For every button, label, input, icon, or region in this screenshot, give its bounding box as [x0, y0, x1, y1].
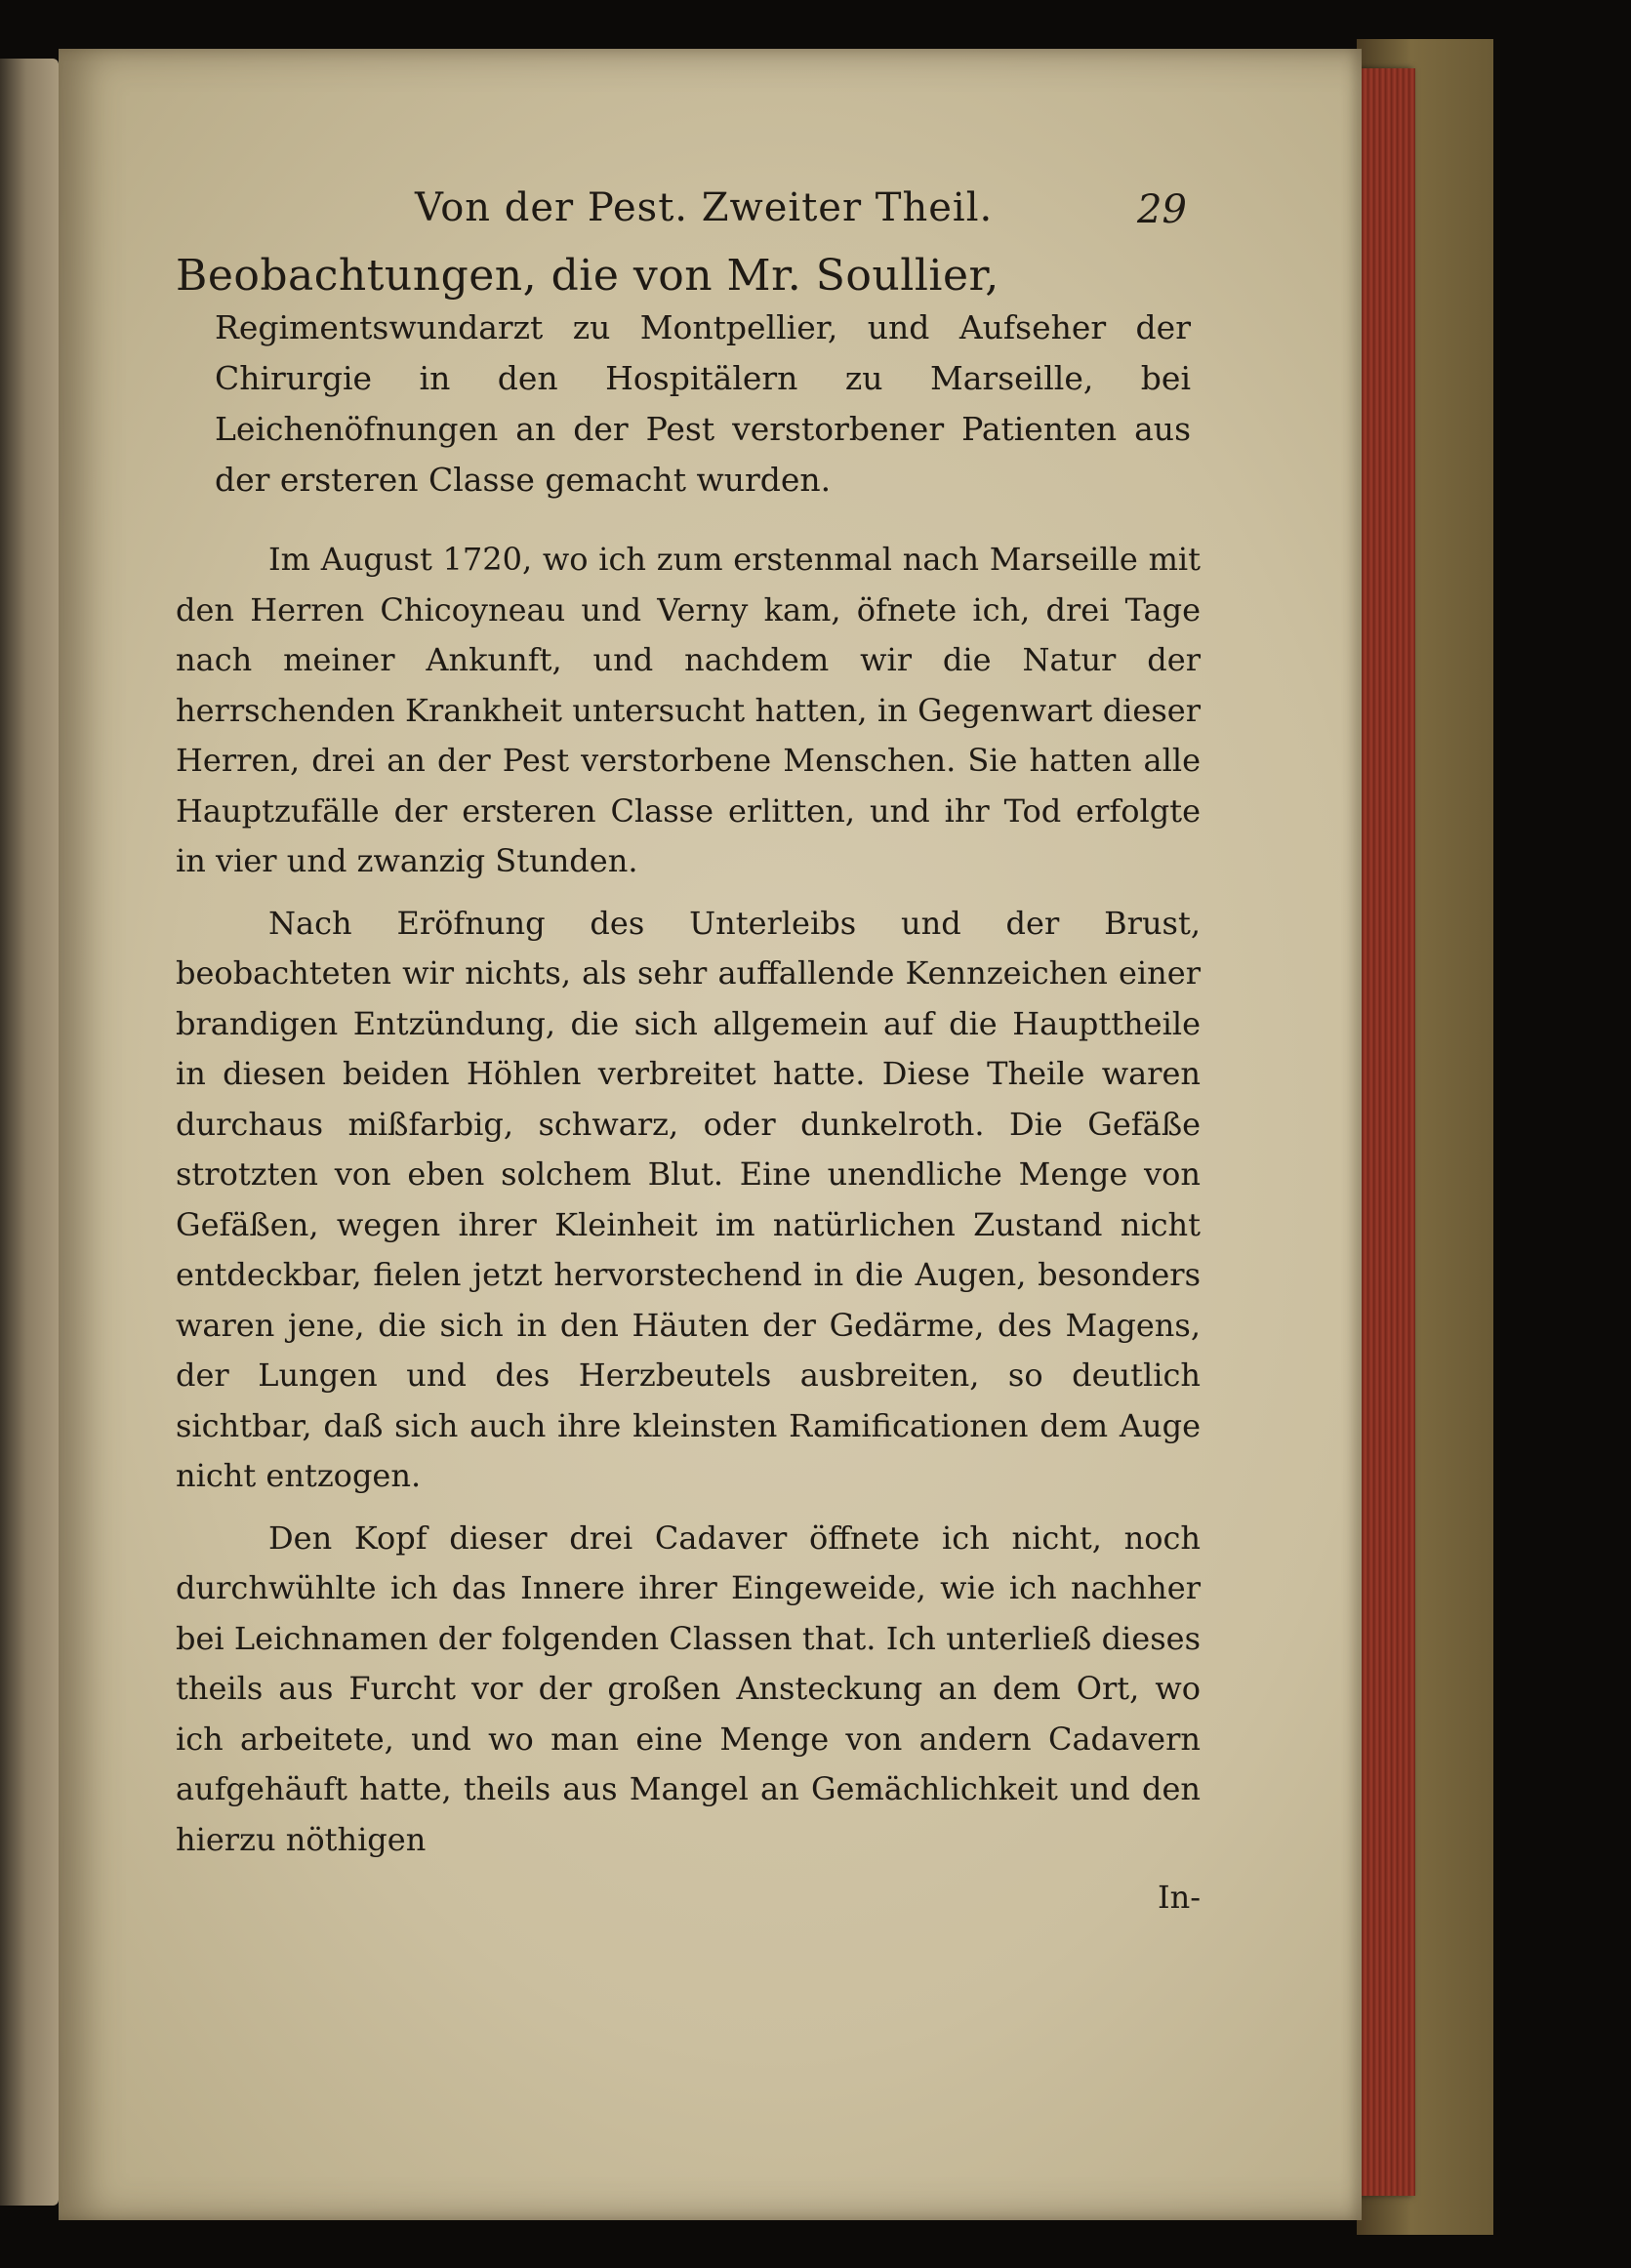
running-title: Von der Pest. Zweiter Theil.	[415, 185, 994, 230]
paragraph: Nach Eröfnung des Unterleibs und der Brust, beobachteten wir nichts, als sehr auffallende Kennzeichen einer brandigen Entzündung, die sich allgemein auf die Haupttheile in diesen beiden Höhlen verbreitet hatte. Diese Theile waren durchaus mißfarbig, schwarz, oder dunkelroth. Die Gefäße strotzten von eben solchem Blut. Eine unendliche Menge von Gefäßen, wegen ihrer Kleinheit im natürlichen Zustand nicht entdeckbar, fielen jetzt hervorstechend in die Augen, besonders waren jene, die sich in den Häuten der Gedärme, des Magens, der Lungen und des Herzbeutels ausbreiten, so deutlich sichtbar, daß sich auch ihre kleinsten Ramificationen dem Auge nicht entzogen.	[176, 904, 1201, 1494]
catchword: In-	[1157, 1879, 1201, 1916]
section-subheading: Regimentswundarzt zu Montpellier, und Aufseher der Chirurgie in den Hospitälern zu Marseille, bei Leichenöfnungen an der Pest verstorbener Patienten aus der ersteren Classe gemacht wurden.	[215, 308, 1191, 499]
paragraph: Im August 1720, wo ich zum erstenmal nach Marseille mit den Herren Chicoyneau und Verny kam, öfnete ich, drei Tage nach meiner Ankunft, und nachdem wir die Natur der herrschenden Krankheit untersucht hatten, in Gegenwart dieser Herren, drei an der Pest verstorbene Menschen. Sie hatten alle Hauptzufälle der ersteren Classe erlitten, und ihr Tod erfolgte in vier und zwanzig Stunden.	[176, 541, 1201, 879]
left-page-edge	[0, 59, 59, 2206]
running-head	[176, 176, 1201, 244]
paragraph: Den Kopf dieser drei Cadaver öffnete ich nicht, noch durchwühlte ich das Innere ihrer Eingeweide, wie ich nachher bei Leichnamen der folgenden Classen that. Ich unterließ dieses theils aus Furcht vor der großen Ansteckung an dem Ort, wo ich arbeitete, und wo man eine Menge von andern Cadavern aufgehäuft hatte, theils aus Mangel an Gemächlichkeit und den hierzu nöthigen	[176, 1519, 1201, 1858]
red-fore-edge	[1357, 68, 1415, 2196]
page-number: 29	[1137, 187, 1187, 232]
page-text-block	[176, 176, 1201, 1922]
section-heading: Beobachtungen, die von Mr. Soullier,	[176, 251, 999, 301]
book-page	[59, 49, 1362, 2220]
